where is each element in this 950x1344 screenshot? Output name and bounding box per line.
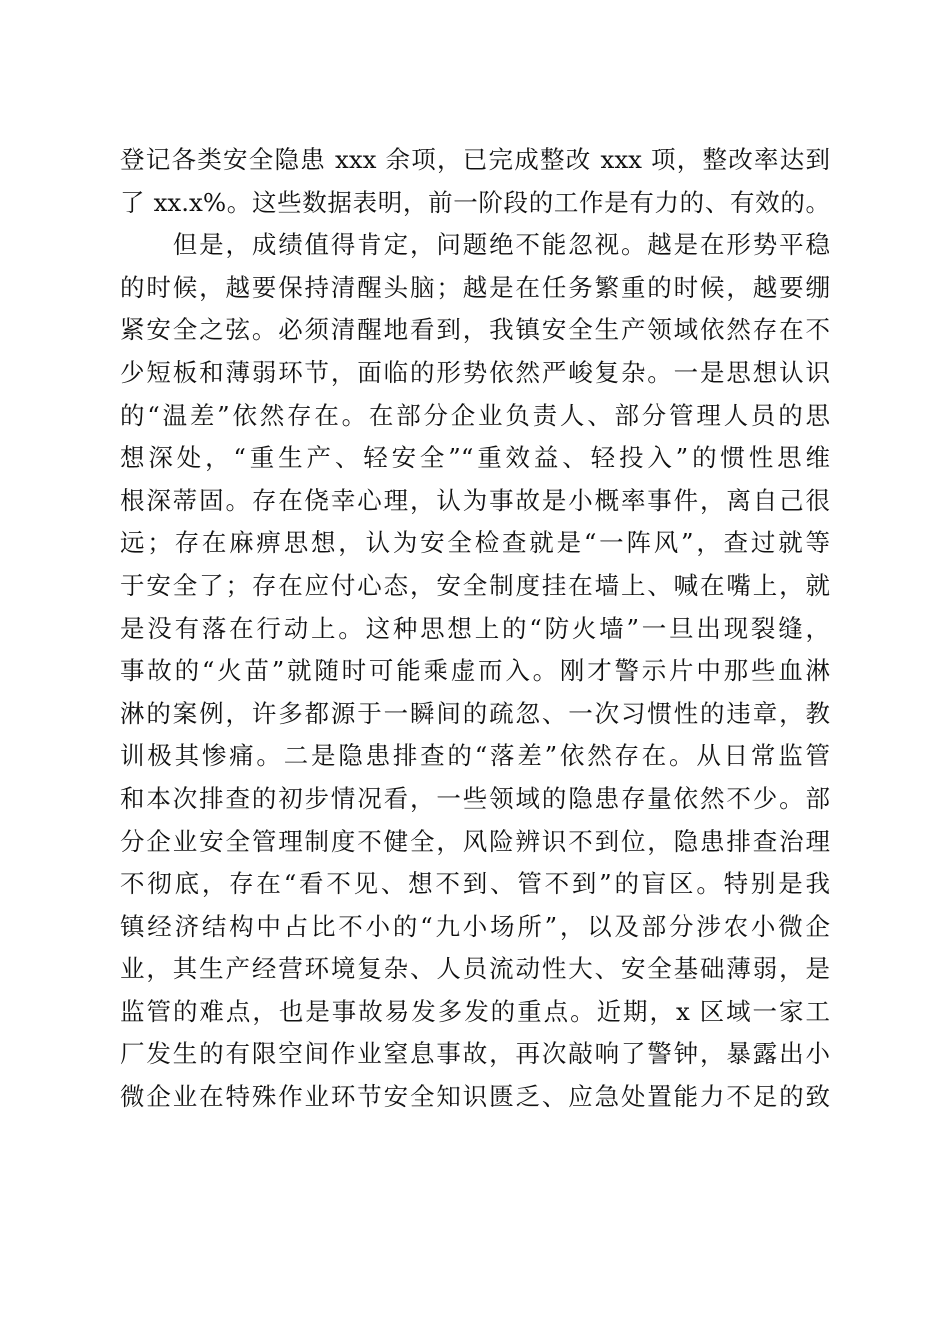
text-line: 厂发生的有限空间作业窒息事故，再次敲响了警钟，暴露出小 [120, 1039, 830, 1069]
text-line: 是没有落在行动上。这种思想上的“防火墙”一旦出现裂缝， [120, 613, 830, 643]
text-line: 淋的案例，许多都源于一瞬间的疏忽、一次习惯性的违章，教 [120, 698, 830, 728]
text-line: 训极其惨痛。二是隐患排查的“落差”依然存在。从日常监管 [120, 741, 830, 771]
text-line: 了 xx.x%。这些数据表明，前一阶段的工作是有力的、有效的。 [120, 187, 830, 217]
text-line: 的时候，越要保持清醒头脑；越是在任务繁重的时候，越要绷 [120, 272, 830, 302]
text-line: 紧安全之弦。必须清醒地看到，我镇安全生产领域依然存在不 [120, 315, 830, 345]
text-line: 微企业在特殊作业环节安全知识匮乏、应急处置能力不足的致 [120, 1082, 830, 1112]
text-line: 但是，成绩值得肯定，问题绝不能忽视。越是在形势平稳 [120, 230, 830, 260]
body-text [120, 139, 830, 1119]
text-line: 的“温差”依然存在。在部分企业负责人、部分管理人员的思 [120, 400, 830, 430]
text-line: 少短板和薄弱环节，面临的形势依然严峻复杂。一是思想认识 [120, 357, 830, 387]
text-line: 根深蒂固。存在侥幸心理，认为事故是小概率事件，离自己很 [120, 485, 830, 515]
text-line: 远；存在麻痹思想，认为安全检查就是“一阵风”，查过就等 [120, 528, 830, 558]
text-line: 于安全了；存在应付心态，安全制度挂在墙上、喊在嘴上，就 [120, 570, 830, 600]
text-line: 和本次排查的初步情况看，一些领域的隐患存量依然不少。部 [120, 783, 830, 813]
text-line: 分企业安全管理制度不健全，风险辨识不到位，隐患排查治理 [120, 826, 830, 856]
text-line: 事故的“火苗”就随时可能乘虚而入。刚才警示片中那些血淋 [120, 656, 830, 686]
text-line: 监管的难点，也是事故易发多发的重点。近期，x 区域一家工 [120, 996, 830, 1026]
text-line: 想深处，“重生产、轻安全”“重效益、轻投入”的惯性思维 [120, 443, 830, 473]
text-line: 不彻底，存在“看不见、想不到、管不到”的盲区。特别是我 [120, 869, 830, 899]
text-line: 登记各类安全隐患 xxx 余项，已完成整改 xxx 项，整改率达到 [120, 145, 830, 174]
text-line: 业，其生产经营环境复杂、人员流动性大、安全基础薄弱，是 [120, 954, 830, 984]
text-line: 镇经济结构中占比不小的“九小场所”，以及部分涉农小微企 [120, 911, 830, 941]
